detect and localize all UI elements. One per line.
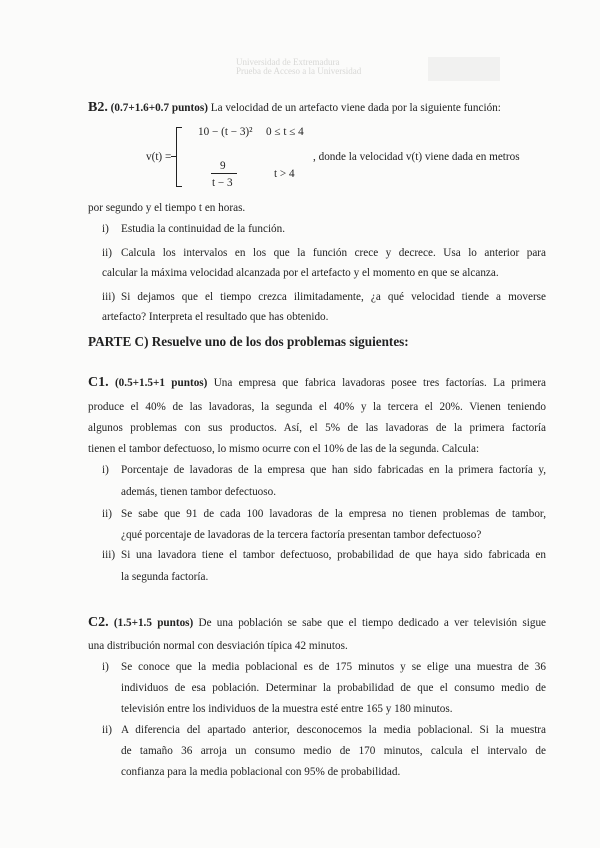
c1-item-iii-number: iii) — [102, 549, 116, 561]
b2-label: B2. — [88, 100, 108, 115]
c1-line-1: Una empresa que fabrica lavadoras posee tres factorías. La primera — [213, 377, 547, 389]
c1-item-i-line-1: Porcentaje de lavadoras de la empresa que han sido fabricadas en la primera factoría y, — [121, 464, 546, 476]
b2-item-ii-line-2: calcular la máxima velocidad alcanzada por el artefacto y el momento en que se alcanza. — [102, 267, 499, 279]
c2-item-i-line-2: individuos de esa población. Determinar la probabilidad de que el consumo medio de — [121, 682, 546, 694]
piecewise-brace-tip — [171, 156, 177, 157]
faint-header-line-2: Prueba de Acceso a la Universidad — [236, 66, 362, 76]
function-name: v(t) = — [146, 151, 172, 163]
b2-points: (0.7+1.6+0.7 puntos) — [110, 102, 208, 114]
c2-line-2: una distribución normal con desviación típica 42 minutos. — [88, 640, 348, 652]
c1-item-ii-line-1: Se sabe que 91 de cada 100 lavadoras de la empresa no tienen problemas de tambor, — [121, 508, 546, 520]
c2-item-i-line-3: televisión entre los individuos de la muestra esté entre 165 y 180 minutos. — [121, 703, 453, 715]
c1-item-i-number: i) — [102, 464, 109, 476]
c1-item-ii-number: ii) — [102, 508, 112, 520]
c1-label: C1. — [88, 375, 109, 390]
b2-after-function: , donde la velocidad v(t) viene dada en metros — [313, 151, 520, 163]
piece1-expression: 10 − (t − 3)² — [198, 126, 253, 138]
c1-points: (0.5+1.5+1 puntos) — [114, 377, 208, 389]
c1-item-iii-line-2: la segunda factoría. — [121, 571, 209, 583]
faint-header-line-1: Universidad de Extremadura — [236, 58, 340, 67]
c1-item-i-line-2: además, tienen tambor defectuoso. — [121, 486, 277, 498]
b2-item-ii-line-1: Calcula los intervalos en los que la función crece y decrece. Usa lo anterior para — [121, 247, 546, 259]
c1-line-2: produce el 40% de las lavadoras, la segunda el 40% y la tercera el 20%. Vienen teniendo — [88, 401, 546, 413]
c2-label: C2. — [88, 615, 109, 630]
piece2-denominator: t − 3 — [212, 177, 233, 189]
parte-c-title: PARTE C) Resuelve uno de los dos problemas siguientes: — [88, 334, 409, 349]
piece2-numerator: 9 — [220, 160, 226, 172]
c2-item-i-number: i) — [102, 661, 109, 673]
b2-item-iii-line-1: Si dejamos que el tiempo crezca ilimitadamente, ¿a qué velocidad tiende a moverse — [121, 291, 546, 303]
b2-item-i-number: i) — [102, 223, 109, 235]
b2-intro: La velocidad de un artefacto viene dada por la siguiente función: — [210, 102, 501, 114]
b2-heading-line — [88, 101, 501, 115]
piece1-condition: 0 ≤ t ≤ 4 — [266, 126, 304, 138]
b2-item-iii-number: iii) — [102, 291, 116, 303]
c1-heading-line — [88, 376, 546, 390]
faint-header-text — [236, 58, 426, 76]
b2-item-i-text: Estudia la continuidad de la función. — [121, 223, 286, 235]
c2-line-1: De una población se sabe que el tiempo dedicado a ver televisión sigue — [198, 617, 547, 629]
c2-item-i-line-1: Se conoce que la media poblacional es de 175 minutos y se elige una muestra de 36 — [121, 661, 546, 673]
fraction-bar — [211, 173, 237, 174]
c2-heading-line — [88, 616, 546, 630]
c1-line-3: algunos problemas con sus productos. Así, el 5% de las lavadoras de la primera factoría — [88, 422, 546, 434]
c2-item-ii-number: ii) — [102, 724, 112, 736]
b2-item-ii-number: ii) — [102, 247, 112, 259]
c1-item-ii-line-2: ¿qué porcentaje de lavadoras de la tercera factoría presentan tambor defectuoso? — [121, 529, 482, 541]
c2-item-ii-line-1: A diferencia del apartado anterior, desconocemos la media poblacional. Si la muestra — [121, 724, 546, 736]
piecewise-brace — [176, 127, 185, 187]
header-shaded-box — [428, 57, 500, 81]
b2-line-2: por segundo y el tiempo t en horas. — [88, 202, 246, 214]
b2-item-iii-line-2: artefacto? Interpreta el resultado que has obtenido. — [102, 311, 329, 323]
c1-item-iii-line-1: Si una lavadora tiene el tambor defectuoso, probabilidad de que haya sido fabricada en — [121, 549, 546, 561]
c2-item-ii-line-3: confianza para la media poblacional con 95% de probabilidad. — [121, 766, 401, 778]
c2-item-ii-line-2: de tamaño 36 arroja un consumo medio de 170 minutos, calcula el intervalo de — [121, 745, 546, 757]
c1-line-4: tienen el tambor defectuoso, lo mismo ocurre con el 10% de las de la segunda. Calcula: — [88, 443, 480, 455]
piece2-condition: t > 4 — [274, 168, 295, 180]
c2-points: (1.5+1.5 puntos) — [113, 617, 194, 629]
